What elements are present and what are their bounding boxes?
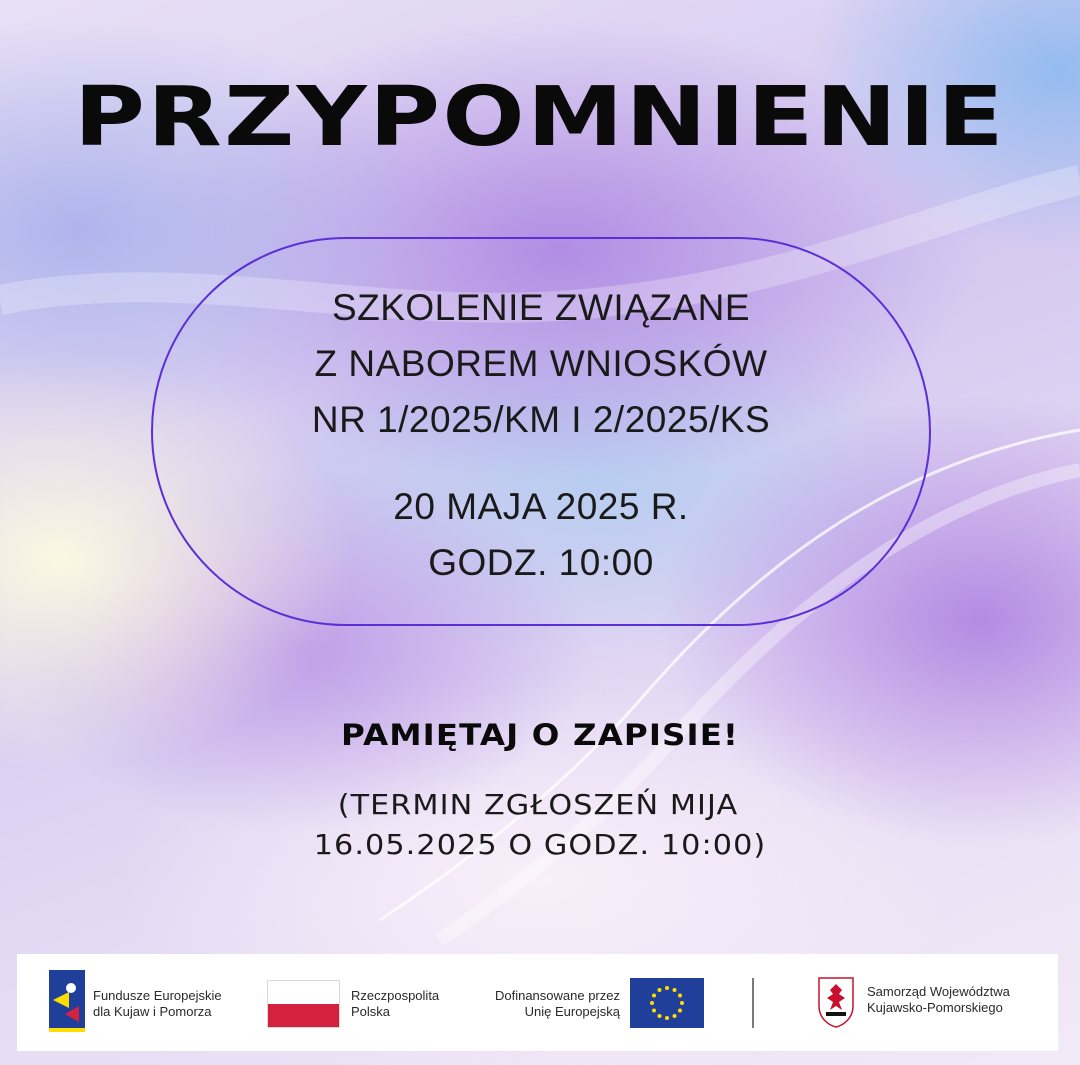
eu-star-icon — [652, 1009, 656, 1013]
eu-star-icon — [665, 1016, 669, 1020]
page-title: PRZYPOMNIENIE — [74, 70, 1006, 165]
logo-divider — [752, 978, 754, 1028]
eu-star-icon — [652, 994, 656, 998]
eu-star-icon — [665, 986, 669, 990]
fe-line-2: dla Kujaw i Pomorza — [93, 1004, 212, 1019]
samorzad-label — [867, 984, 1010, 1016]
pl-line-1: Rzeczpospolita — [351, 988, 440, 1003]
eu-star-icon — [678, 1009, 682, 1013]
eu-star-icon — [680, 1001, 684, 1005]
eu-star-icon — [673, 988, 677, 992]
eu-star-icon — [678, 994, 682, 998]
eu-line-1: Dofinansowane przez — [494, 988, 620, 1003]
eu-cofinanced-label — [467, 988, 620, 1020]
fundusze-europejskie-logo-icon — [49, 970, 85, 1032]
event-name-line-3: NR 1/2025/KM I 2/2025/KS — [311, 399, 771, 440]
rzeczpospolita-label — [351, 988, 439, 1020]
deadline-line-2: 16.05.2025 O GODZ. 10:00) — [313, 828, 767, 861]
eu-star-icon — [650, 1001, 654, 1005]
funding-logos-bar — [17, 954, 1058, 1051]
deadline-line-1: (TERMIN ZGŁOSZEŃ MIJA — [337, 788, 739, 821]
kp-line-2: Kujawsko-Pomorskiego — [867, 1000, 1003, 1015]
pl-line-2: Polska — [351, 1004, 391, 1019]
eu-star-icon — [658, 988, 662, 992]
kp-line-1: Samorząd Województwa — [867, 984, 1010, 999]
eu-line-2: Unię Europejską — [524, 1004, 620, 1019]
event-name-line-2: Z NABOREM WNIOSKÓW — [314, 343, 768, 384]
fe-line-1: Fundusze Europejskie — [93, 988, 222, 1003]
poland-flag-icon — [267, 980, 340, 1028]
eu-star-icon — [658, 1014, 662, 1018]
kujawsko-pomorskie-crest-icon — [817, 976, 855, 1028]
event-name-line-1: SZKOLENIE ZWIĄZANE — [331, 287, 751, 328]
registration-reminder: PAMIĘTAJ O ZAPISIE! — [341, 718, 739, 752]
fundusze-europejskie-label — [93, 988, 222, 1020]
event-date: 20 MAJA 2025 R. — [393, 486, 689, 527]
eu-star-icon — [673, 1014, 677, 1018]
eu-flag-icon — [630, 978, 704, 1028]
event-time: GODZ. 10:00 — [428, 542, 654, 583]
